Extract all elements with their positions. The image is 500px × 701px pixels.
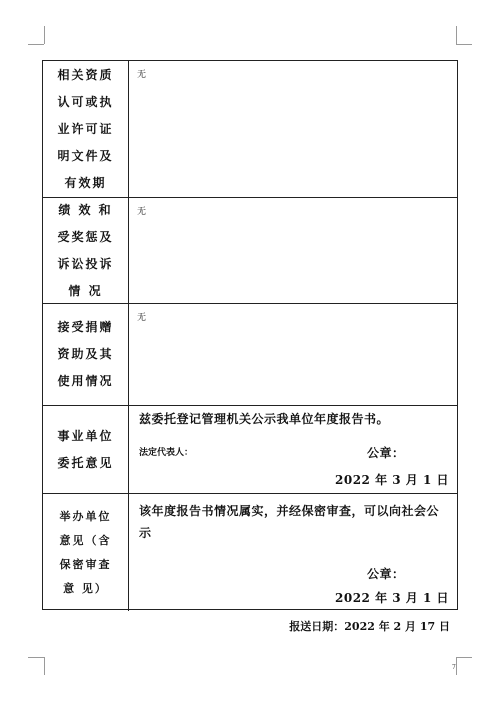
label-line: 使用情况: [57, 374, 114, 388]
annual-report-form: [42, 60, 458, 610]
label-line: 情 况: [68, 283, 103, 298]
row-qualification-label: [43, 61, 129, 197]
label-line: 意见（含: [59, 533, 112, 547]
label-line: 有效期: [64, 175, 107, 190]
row-sponsor-opinion-label: [43, 494, 129, 611]
row-performance: [43, 197, 457, 303]
label-line: 明文件及: [57, 148, 114, 163]
sponsor-statement: 该年度报告书情况属实，并经保密审查，可以向社会公示: [139, 504, 440, 540]
row-donations-value: 无: [137, 313, 147, 323]
sponsor-seal-label: 公章：: [367, 567, 405, 581]
label-line: 业许可证: [57, 121, 114, 136]
label-line: 资助及其: [57, 347, 114, 361]
report-submission-date: 报送日期：2022 年 2 月 17 日: [289, 620, 450, 633]
label-line: 受奖惩及: [57, 229, 114, 244]
label-line: 意 见）: [63, 581, 108, 595]
row-qualification-value: 无: [137, 70, 147, 80]
row-sponsor-opinion: [43, 493, 457, 611]
row-performance-label: [43, 198, 129, 303]
label-line: 认可或执: [57, 94, 114, 109]
row-unit-authorization-value: [129, 406, 457, 493]
row-qualification: [43, 61, 457, 197]
row-unit-authorization-label: [43, 406, 129, 493]
label-line: 委托意见: [57, 455, 114, 470]
row-performance-value: 无: [137, 207, 147, 217]
row-unit-authorization: [43, 405, 457, 493]
seal-label: 公章：: [367, 446, 405, 460]
label-line: 接受捐赠: [57, 320, 114, 334]
label-line: 相关资质: [57, 67, 114, 82]
authorization-statement: 兹委托登记管理机关公示我单位年度报告书。: [139, 412, 390, 426]
label-line: 绩 效 和: [58, 202, 113, 217]
legal-representative-label: 法定代表人：: [139, 448, 194, 458]
page-number: 7: [452, 664, 456, 671]
label-line: 事业单位: [57, 428, 114, 443]
label-line: 保密审查: [59, 557, 112, 571]
row-sponsor-opinion-value: [129, 494, 457, 611]
authorization-date: 2022 年 3 月 1 日: [335, 473, 449, 487]
label-line: 举办单位: [59, 509, 112, 523]
row-donations: [43, 303, 457, 405]
sponsor-date: 2022 年 3 月 1 日: [335, 591, 449, 605]
label-line: 诉讼投诉: [57, 256, 114, 271]
row-donations-label: [43, 304, 129, 405]
